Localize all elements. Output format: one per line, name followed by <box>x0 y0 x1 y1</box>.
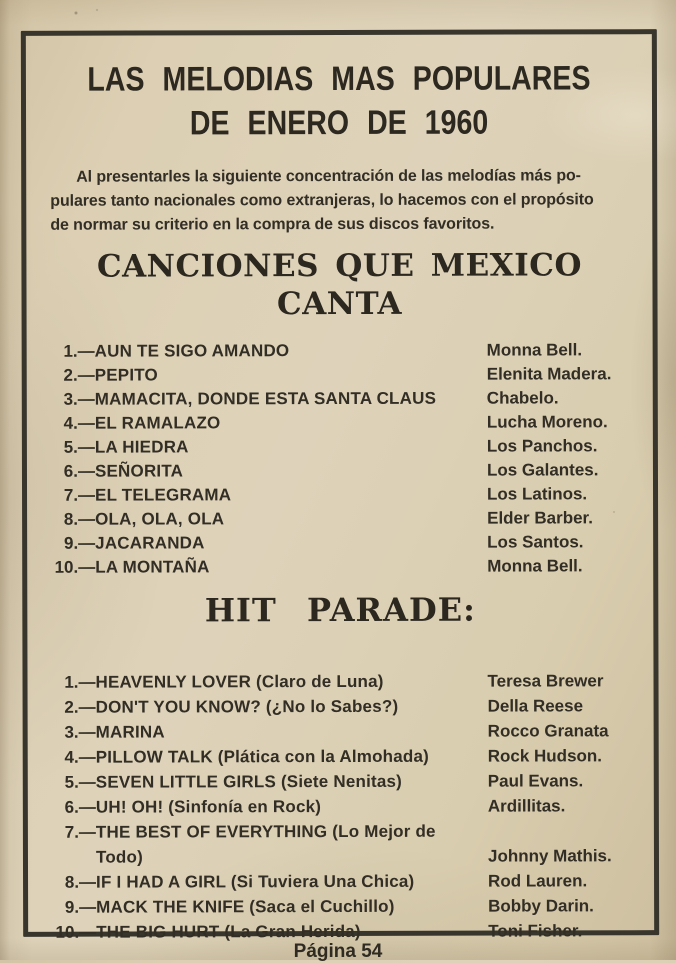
song-row <box>52 893 640 920</box>
song-row <box>51 506 639 532</box>
song-row <box>52 793 640 820</box>
song-title: IF I HAD A GIRL (Si Tuviera Una Chica) <box>96 871 415 892</box>
song-row <box>52 868 640 895</box>
intro-line: de normar su criterio en la compra de sus discos favoritos. <box>50 215 495 234</box>
song-title: DON'T YOU KNOW? (¿No lo Sabes?) <box>95 696 399 717</box>
song-artist: Rock Hudson. <box>487 746 603 766</box>
song-artist: Los Galantes. <box>486 460 599 480</box>
song-row <box>51 434 639 460</box>
song-artist: Della Reese <box>487 696 584 716</box>
song-title: LA MONTAÑA <box>95 557 210 577</box>
song-artist: Teresa Brewer <box>487 671 604 691</box>
song-artist: Los Latinos. <box>487 484 588 504</box>
page-border <box>21 29 659 942</box>
song-artist: Toni Fisher. <box>488 921 583 941</box>
song-artist: Elenita Madera. <box>486 364 612 384</box>
section-heading-hit-parade: HIT PARADE: <box>204 590 476 630</box>
song-artist: Johnny Mathis. <box>487 846 612 866</box>
song-title: MACK THE KNIFE (Saca el Cuchillo) <box>96 896 395 917</box>
song-number: 7.— <box>64 822 96 842</box>
song-number: 5.— <box>64 772 96 792</box>
page-title-line-1: LAS MELODIAS MAS POPULARES <box>87 59 591 99</box>
song-artist: Paul Evans. <box>487 771 584 791</box>
song-number: 10.— <box>55 922 97 942</box>
song-row <box>51 668 639 695</box>
song-title: EL RAMALAZO <box>94 413 221 433</box>
song-number: 3.— <box>64 722 96 742</box>
page-number: Página 54 <box>293 941 383 962</box>
song-title: MAMACITA, DONDE ESTA SANTA CLAUS <box>94 388 437 409</box>
song-title: PILLOW TALK (Plática con la Almohada) <box>95 746 430 767</box>
intro-paragraph <box>50 164 628 238</box>
song-number: 6.— <box>63 461 95 481</box>
song-artist: Lucha Moreno. <box>486 412 608 432</box>
song-number: 4.— <box>63 413 95 433</box>
song-row <box>51 362 639 388</box>
song-number: 6.— <box>64 797 96 817</box>
song-number: 3.— <box>63 389 95 409</box>
song-row <box>51 338 639 364</box>
song-title: MARINA <box>95 722 165 742</box>
song-title: HEAVENLY LOVER (Claro de Luna) <box>95 671 384 692</box>
song-title: SEVEN LITTLE GIRLS (Siete Nenitas) <box>95 771 403 792</box>
song-number: 4.— <box>64 747 96 767</box>
song-artist: Rod Lauren. <box>488 871 588 891</box>
song-artist: Bobby Darin. <box>488 896 594 916</box>
intro-line: pulares tanto nacionales como extranjeras, lo hacemos con el propósito <box>50 191 594 210</box>
song-artist: Los Santos. <box>487 532 584 552</box>
song-row <box>52 743 640 770</box>
song-number: 5.— <box>63 437 95 457</box>
song-number: 2.— <box>64 697 96 717</box>
song-number: 10.— <box>54 557 96 577</box>
song-artist: Monna Bell. <box>486 340 583 360</box>
song-number: 1.— <box>64 672 96 692</box>
song-title: PEPITO <box>94 365 158 385</box>
song-number: 7.— <box>63 485 96 505</box>
song-number: 8.— <box>64 872 97 892</box>
song-list-hit-parade <box>27 668 654 945</box>
song-artist: Chabelo. <box>486 388 559 408</box>
song-artist: Ardillitas. <box>487 796 566 816</box>
song-row <box>52 693 640 720</box>
song-artist: Los Panchos. <box>486 436 598 456</box>
song-number: 1.— <box>63 341 95 361</box>
page-title <box>26 56 652 146</box>
section-heading-canciones: CANCIONES QUE MEXICO CANTA <box>96 247 582 323</box>
song-number: 9.— <box>64 897 97 917</box>
song-title: LA HIEDRA <box>94 437 189 457</box>
intro-line: Al presentarles la siguiente concentración de las melodías más po- <box>76 167 581 186</box>
song-number: 2.— <box>63 365 95 385</box>
song-row <box>52 768 640 795</box>
song-title: THE BEST OF EVERYTHING (Lo Mejor de Todo) <box>95 821 436 867</box>
song-title: THE BIG HURT (La Gran Herida) <box>96 921 361 942</box>
song-row <box>51 554 639 580</box>
song-row <box>52 818 640 870</box>
song-row <box>52 718 640 745</box>
song-number: 8.— <box>63 509 96 529</box>
song-list-canciones <box>27 338 654 580</box>
song-row <box>51 386 639 412</box>
song-row <box>51 410 639 436</box>
song-row <box>51 458 639 484</box>
song-row <box>51 482 639 508</box>
song-title: SEÑORITA <box>94 461 184 481</box>
song-title: OLA, OLA, OLA <box>95 509 225 529</box>
song-title: JACARANDA <box>95 533 205 553</box>
song-artist: Elder Barber. <box>487 508 593 528</box>
page-title-line-2: DE ENERO DE 1960 <box>189 103 489 143</box>
song-artist: Rocco Granata <box>487 721 609 741</box>
song-row <box>51 530 639 556</box>
song-number: 9.— <box>63 533 96 553</box>
song-title: UH! OH! (Sinfonía en Rock) <box>95 797 322 817</box>
song-title: EL TELEGRAMA <box>95 485 232 505</box>
song-title: AUN TE SIGO AMANDO <box>94 341 290 361</box>
song-artist: Monna Bell. <box>487 556 583 576</box>
